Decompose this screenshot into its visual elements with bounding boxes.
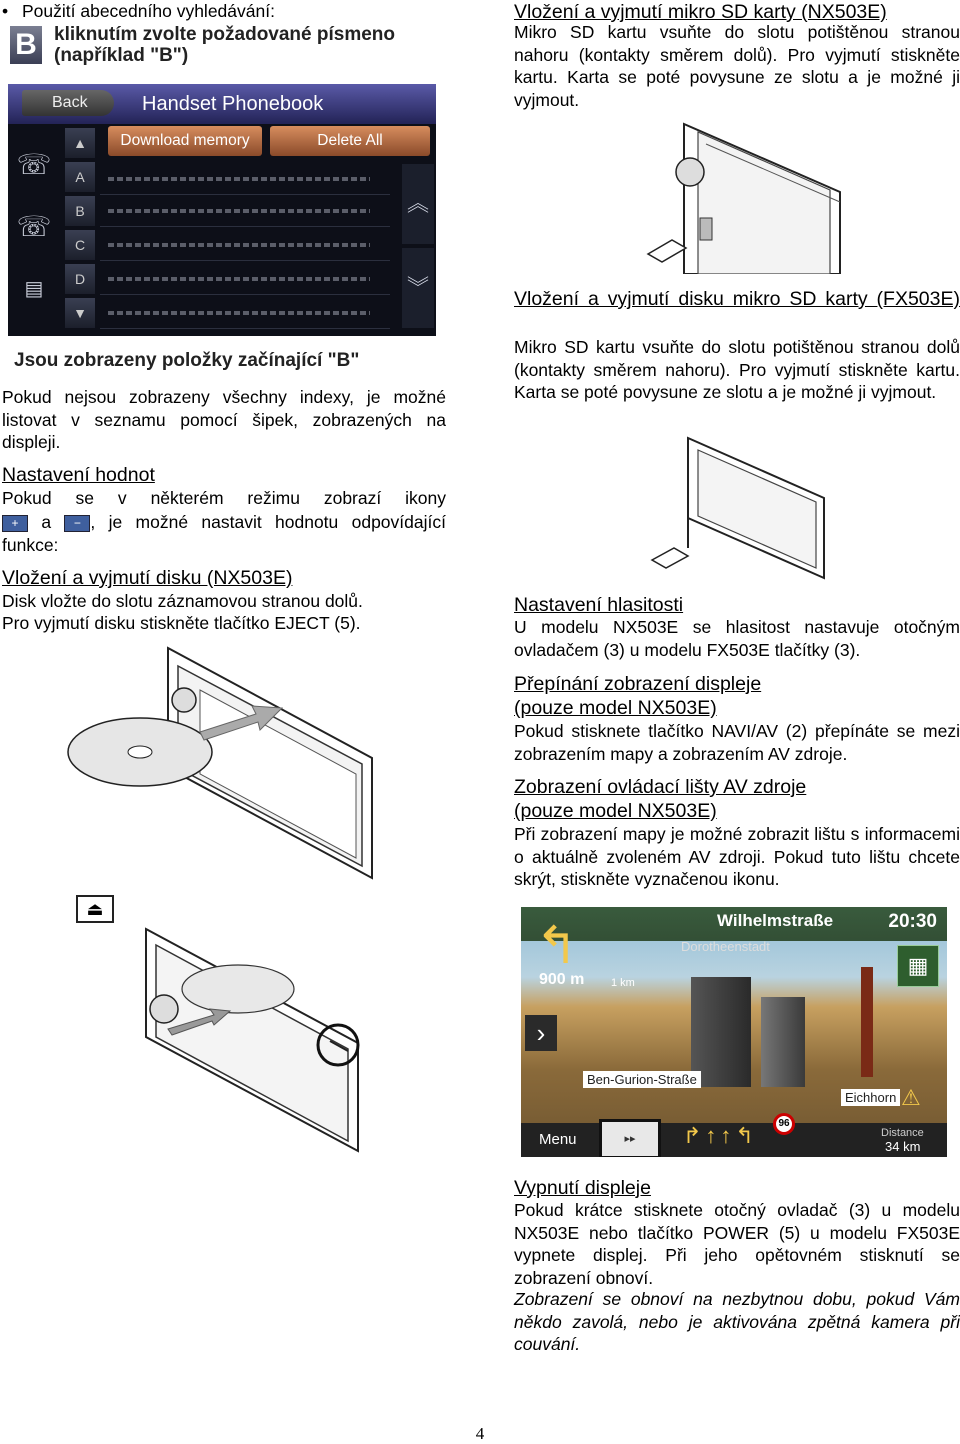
phone-out-icon[interactable]: ☏ (16, 211, 52, 242)
section-heading-disk: Vložení a vyjmutí disku (NX503E) (2, 567, 293, 589)
av-source-icon[interactable]: ▸▸ (599, 1119, 661, 1157)
section-heading-av-bar: Zobrazení ovládací lišty AV zdroje (514, 776, 807, 798)
values-and: a (41, 512, 52, 532)
street-label: Ben-Gurion-Straße (583, 1071, 701, 1088)
section-heading-sd-fx: Vložení a vyjmutí disku mikro SD karty (FX503E) (514, 288, 960, 310)
instruction-text: kliknutím zvolte požadované písmeno (například "B") (54, 24, 396, 66)
lane-guidance-icon: ↱↑↑↰ (683, 1123, 758, 1148)
list-item[interactable] (100, 196, 390, 227)
display-switch-paragraph: Pokud stisknete tlačítko NAVI/AV (2) přepínáte se mezi zobrazením mapy a zobrazením AV zdroje. (514, 721, 960, 764)
eject-icon: ⏏ (76, 895, 114, 923)
turn-distance: 900 m (539, 971, 585, 988)
page-number: 4 (475, 1424, 485, 1443)
sd-fx-paragraph: Mikro SD kartu vsuňte do slotu potištěnou stranou dolů (kontakty směrem nahoru). Pro vyjmutí stiskněte kartu. Karta se poté povysune ze slotu a je možné ji vyjmout. (514, 337, 960, 402)
download-memory-button[interactable]: Download memory (108, 126, 262, 156)
tower-shape (861, 967, 873, 1077)
section-heading-av-bar-model: (pouze model NX503E) (514, 800, 717, 822)
expand-arrow-icon[interactable]: › (525, 1015, 557, 1051)
list-item[interactable] (100, 230, 390, 261)
scroll-up-icon[interactable]: ▲ (65, 128, 95, 158)
warning-icon: ⚠ (901, 1085, 921, 1110)
plus-icon: + (2, 515, 28, 532)
sd-card-fx-illustration (648, 436, 828, 580)
section-heading-values: Nastavení hodnot (2, 464, 155, 486)
disc-insert-illustration (60, 640, 380, 890)
bullet-text: Použití abecedního vyhledávání: (22, 1, 275, 21)
distance-label: Distance (881, 1127, 924, 1139)
index-letter-b[interactable]: B (65, 196, 95, 226)
list-item[interactable] (100, 264, 390, 295)
section-heading-sd-nx: Vložení a vyjmutí mikro SD karty (NX503E) (514, 1, 887, 23)
nav-side-street: Dorotheenstadt (681, 939, 770, 954)
scroll-paragraph: Pokud nejsou zobrazeny všechny indexy, je možné listovat v seznamu pomocí šipek, zobrazených na displeji. (2, 387, 446, 452)
section-heading-display-off: Vypnutí displeje (514, 1177, 651, 1199)
nav-clock: 20:30 (888, 911, 937, 932)
section-heading-display-switch: Přepínání zobrazení displeje (514, 673, 762, 695)
lane-distance: 1 km (611, 977, 635, 989)
menu-button[interactable]: Menu (539, 1131, 577, 1148)
index-letter-c[interactable]: C (65, 230, 95, 260)
nav-current-street: Wilhelmstraße (717, 911, 834, 930)
distance-value: 34 km (885, 1139, 921, 1154)
letter-b-icon: B (10, 26, 42, 64)
minus-icon: − (64, 515, 90, 532)
display-off-note: Zobrazení se obnoví na nezbytnou dobu, pokud Vám někdo zavolá, nebo je aktivována zpětná kamera při couvání. (514, 1289, 960, 1354)
sd-card-nx-illustration (644, 122, 844, 274)
scroll-down-icon[interactable]: ▼ (65, 298, 95, 328)
bullet-item: • Použití abecedního vyhledávání: (2, 1, 275, 21)
phone-in-icon[interactable]: ☏ (16, 149, 52, 180)
values-rest: , je možné nastavit hodnotu odpovídající funkce: (2, 512, 446, 555)
phonebook-screen (8, 84, 436, 336)
list-item[interactable] (100, 164, 390, 195)
values-paragraph: Pokud se v některém režimu zobrazí ikony (2, 488, 446, 508)
back-button[interactable]: Back (22, 90, 114, 116)
values-paragraph-line2 (2, 511, 446, 556)
disc-eject-illustration (138, 925, 370, 1155)
turn-left-icon: ↰ (535, 917, 579, 975)
disk-line-1: Disk vložte do slotu záznamovou stranou dolů. (2, 591, 363, 611)
page-up-icon[interactable]: ︽ (402, 164, 434, 244)
av-bar-paragraph: Při zobrazení mapy je možné zobrazit lištu s informacemi o aktuálně zvoleném AV zdroji. Pokud tuto lištu chcete skrýt, stiskněte vyznačenou ikonu. (514, 824, 960, 889)
volume-paragraph: U modelu NX503E se hlasitost nastavuje otočným ovladačem (3) u modelu FX503E tlačítky (3). (514, 617, 960, 660)
grid-menu-icon[interactable]: ▦ (897, 945, 939, 987)
phonebook-title: Handset Phonebook (142, 93, 324, 115)
navigation-screen (521, 907, 947, 1157)
list-item[interactable] (100, 298, 390, 329)
disk-line-2: Pro vyjmutí disku stiskněte tlačítko EJECT (5). (2, 613, 361, 633)
index-letter-d[interactable]: D (65, 264, 95, 294)
sd-nx-paragraph: Mikro SD kartu vsuňte do slotu potištěnou stranou nahoru (kontakty směrem dolů). Pro vyjmutí stiskněte kartu. Karta se poté povysune ze slotu a je možné ji vyjmout. (514, 22, 960, 110)
section-heading-volume: Nastavení hlasitosti (514, 594, 684, 616)
speed-limit-icon: 96 (773, 1113, 795, 1135)
page-down-icon[interactable]: ︾ (402, 248, 434, 328)
display-off-paragraph: Pokud krátce stisknete otočný ovladač (3) u modelu NX503E nebo tlačítko POWER (5) u modelu FX503E vypnete displej. Při jeho opětovném stisknutí se zobrazení obnoví. (514, 1200, 960, 1288)
contact-card-icon[interactable]: ▤ (24, 278, 44, 300)
index-letter-a[interactable]: A (65, 162, 95, 192)
phonebook-caption: Jsou zobrazeny položky začínající "B" (14, 350, 360, 371)
street-label: Eichhorn (841, 1089, 900, 1106)
delete-all-button[interactable]: Delete All (270, 126, 430, 156)
building-shape (761, 997, 805, 1087)
section-heading-display-switch-model: (pouze model NX503E) (514, 697, 717, 719)
